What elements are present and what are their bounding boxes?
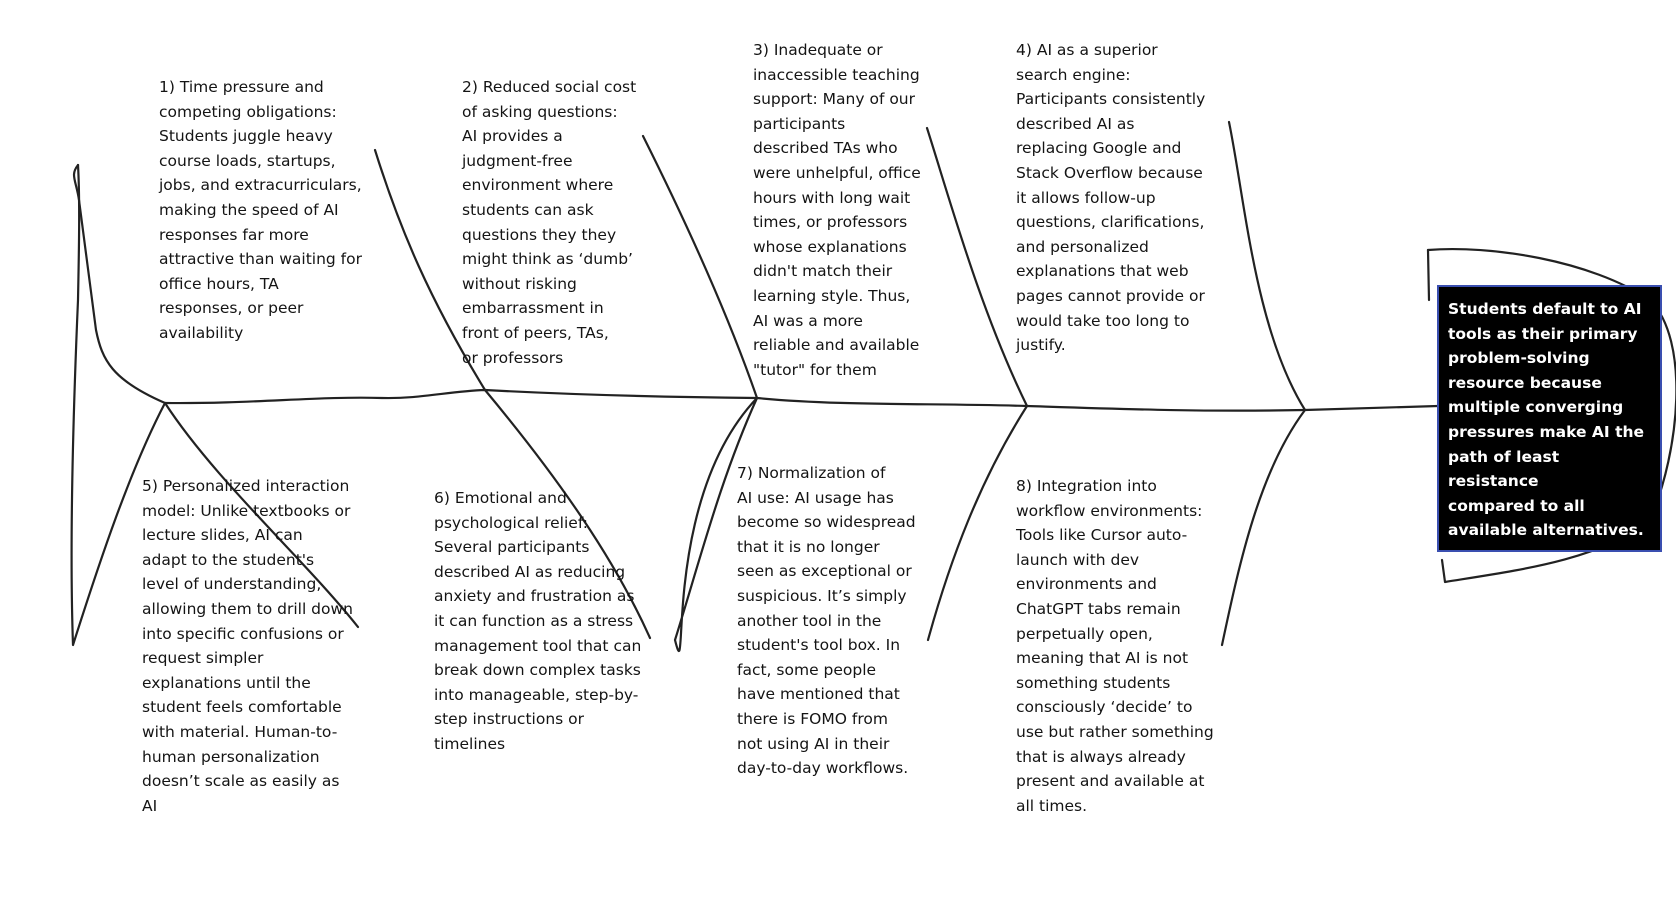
bone-2 bbox=[643, 136, 757, 398]
cause-4-text: 4) AI as a superior search engine: Participants consistently described AI as replacing Google and Stack Overflow because it allows follow-up questions, clarifications, and personalized explanations that web pages cannot provide or would take too long to justify. bbox=[1016, 41, 1206, 355]
cause-6-text: 6) Emotional and psychological relief: Several participants described AI as reducing anxiety and frustration as it can function as a stress management tool that can break down complex tasks into manageable, step-by- step instructions or timelines bbox=[434, 489, 642, 753]
bone-4 bbox=[1229, 122, 1305, 410]
bone-3 bbox=[927, 128, 1027, 406]
cause-2-text: 2) Reduced social cost of asking questions: AI provides a judgment-free environment where students can ask questions they they might think as ‘dumb’ without risking embarrassment in front of peers, TAs, or professors bbox=[462, 78, 637, 367]
cause-3-text: 3) Inadequate or inaccessible teaching support: Many of our participants described TAs who were unhelpful, office hours with long wait times, or professors whose explanations didn't match their learning style. Thus, AI was a more reliable and available "tutor" for them bbox=[753, 41, 921, 379]
cause-1-text: 1) Time pressure and competing obligations: Students juggle heavy course loads, startups, jobs, and extracurriculars, making the speed of AI responses far more attractive than waiting for office hours, TA responses, or peer availability bbox=[159, 78, 362, 342]
bone-8 bbox=[928, 406, 1027, 640]
cause-5-text: 5) Personalized interaction model: Unlike textbooks or lecture slides, AI can adapt to the student's level of understanding, allowing them to drill down into specific confusions or request simpler explanations until the student feels comfortable with material. Human-to- human personalization doesn’t scale as easily as AI bbox=[142, 477, 353, 815]
fish-spine bbox=[165, 390, 1438, 411]
bone-9 bbox=[1222, 410, 1305, 645]
effect-box bbox=[1437, 285, 1662, 552]
effect-text: Students default to AI tools as their primary problem-solving resource because multiple converging pressures make AI the path of least resistance compared to all available alternatives. bbox=[1448, 300, 1645, 540]
fish-head-inner bbox=[1428, 250, 1429, 300]
cause-8-text: 8) Integration into workflow environments: Tools like Cursor auto- launch with dev environments and ChatGPT tabs remain perpetually open, meaning that AI is not something students consciously ‘decide’ to use but rather something that is always already present and available at all times. bbox=[1016, 477, 1214, 815]
cause-7-text: 7) Normalization of AI use: AI usage has become so widespread that it is no longer seen as exceptional or suspicious. It’s simply another tool in the student's tool box. In fact, some people have mentioned that there is FOMO from not using AI in their day-to-day workflows. bbox=[737, 464, 916, 778]
fish-tail bbox=[74, 165, 165, 403]
